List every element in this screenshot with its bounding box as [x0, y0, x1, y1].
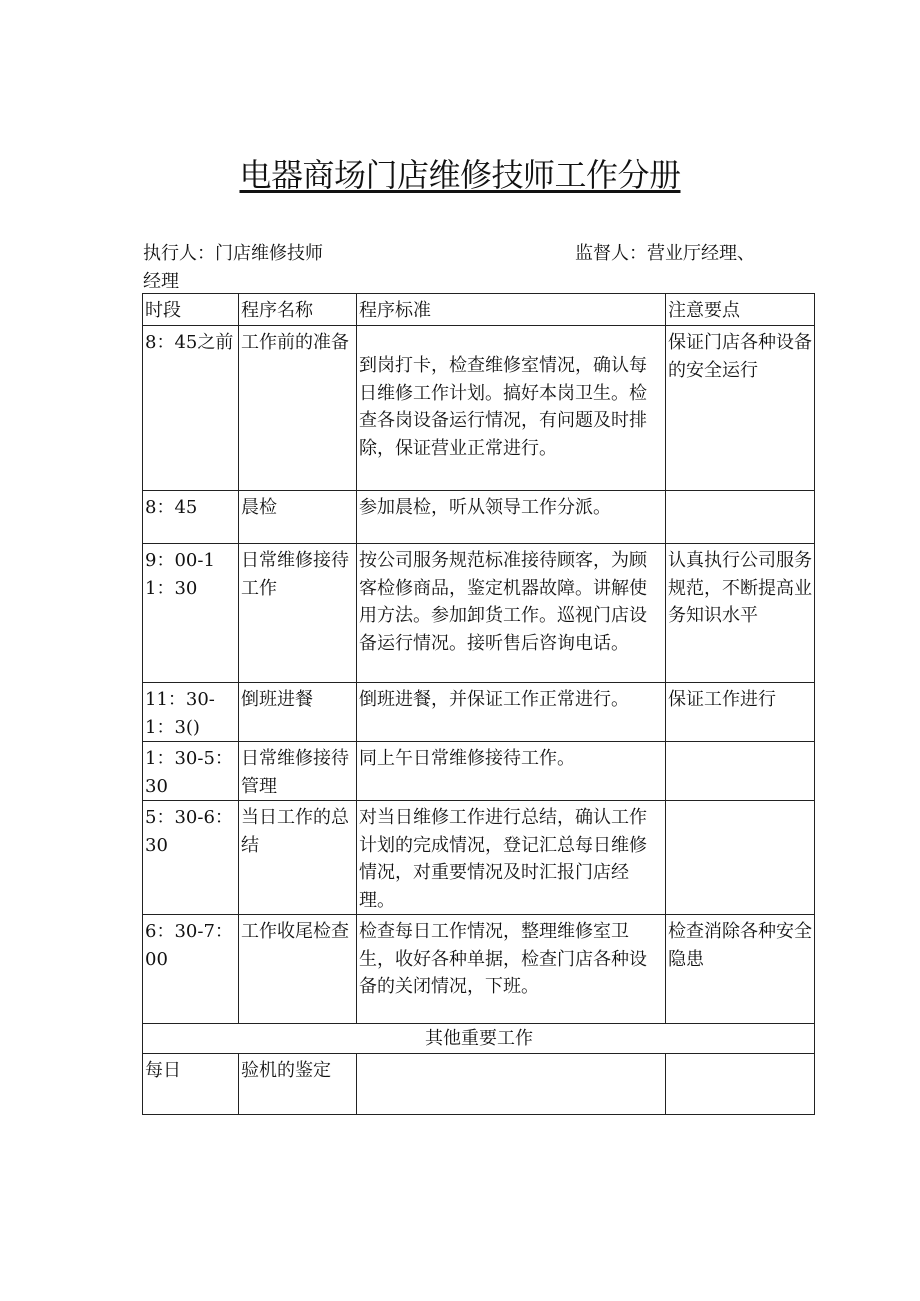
header-program-standard: 程序标准	[357, 294, 666, 326]
cell-standard: 倒班进餐，并保证工作正常进行。	[357, 683, 666, 742]
cell-name: 倒班进餐	[239, 683, 357, 742]
cell-standard	[357, 1053, 666, 1114]
table-row	[143, 1053, 815, 1114]
cell-time: 1：30-5：30	[143, 742, 239, 801]
header-notes: 注意要点	[666, 294, 815, 326]
cell-notes	[666, 491, 815, 544]
cell-standard: 参加晨检，听从领导工作分派。	[357, 491, 666, 544]
cell-time: 5：30-6：30	[143, 801, 239, 915]
cell-notes	[666, 742, 815, 801]
cell-name: 工作收尾检查	[239, 915, 357, 1024]
cell-standard: 同上午日常维修接待工作。	[357, 742, 666, 801]
cell-time: 11：30-1：3()	[143, 683, 239, 742]
table-row	[143, 491, 815, 544]
table-row	[143, 801, 815, 915]
cell-notes	[666, 801, 815, 915]
supervisor-label-continued: 经理	[143, 271, 179, 292]
cell-time: 每日	[143, 1053, 239, 1114]
executor-label: 执行人：门店维修技师	[143, 243, 323, 264]
cell-time: 8：45之前	[143, 326, 239, 491]
table-row	[143, 742, 815, 801]
cell-time: 9：00-11：30	[143, 544, 239, 683]
section-title: 其他重要工作	[143, 1024, 815, 1054]
cell-time: 8：45	[143, 491, 239, 544]
table-row	[143, 544, 815, 683]
cell-notes: 认真执行公司服务规范，不断提高业务知识水平	[666, 544, 815, 683]
cell-standard: 检查每日工作情况，整理维修室卫生，收好各种单据，检查门店各种设备的关闭情况，下班。	[357, 915, 666, 1024]
header-program-name: 程序名称	[239, 294, 357, 326]
cell-standard: 按公司服务规范标准接待顾客，为顾客检修商品，鉴定机器故障。讲解使用方法。参加卸货工作。巡视门店设备运行情况。接听售后咨询电话。	[357, 544, 666, 683]
cell-time: 6：30-7：00	[143, 915, 239, 1024]
cell-notes	[666, 1053, 815, 1114]
cell-name: 当日工作的总结	[239, 801, 357, 915]
cell-name: 日常维修接待工作	[239, 544, 357, 683]
cell-notes: 保证工作进行	[666, 683, 815, 742]
cell-name: 工作前的准备	[239, 326, 357, 491]
supervisor-label: 监督人：营业厅经理、	[575, 243, 755, 264]
cell-name: 日常维修接待管理	[239, 742, 357, 801]
cell-name: 晨检	[239, 491, 357, 544]
section-header-row	[143, 1024, 815, 1054]
table-row	[143, 683, 815, 742]
table-header-row	[143, 294, 815, 326]
cell-standard: 对当日维修工作进行总结，确认工作计划的完成情况，登记汇总每日维修情况，对重要情况及时汇报门店经理。	[357, 801, 666, 915]
header-time: 时段	[143, 294, 239, 326]
document-title: 电器商场门店维修技师工作分册	[239, 156, 681, 194]
cell-name: 验机的鉴定	[239, 1053, 357, 1114]
cell-standard: 到岗打卡，检查维修室情况，确认每日维修工作计划。搞好本岗卫生。检查各岗设备运行情况，有问题及时排除，保证营业正常进行。	[357, 326, 666, 491]
cell-notes: 保证门店各种设备的安全运行	[666, 326, 815, 491]
table-row	[143, 915, 815, 1024]
work-schedule-table	[142, 293, 815, 1115]
cell-notes: 检查消除各种安全隐患	[666, 915, 815, 1024]
table-row	[143, 326, 815, 491]
